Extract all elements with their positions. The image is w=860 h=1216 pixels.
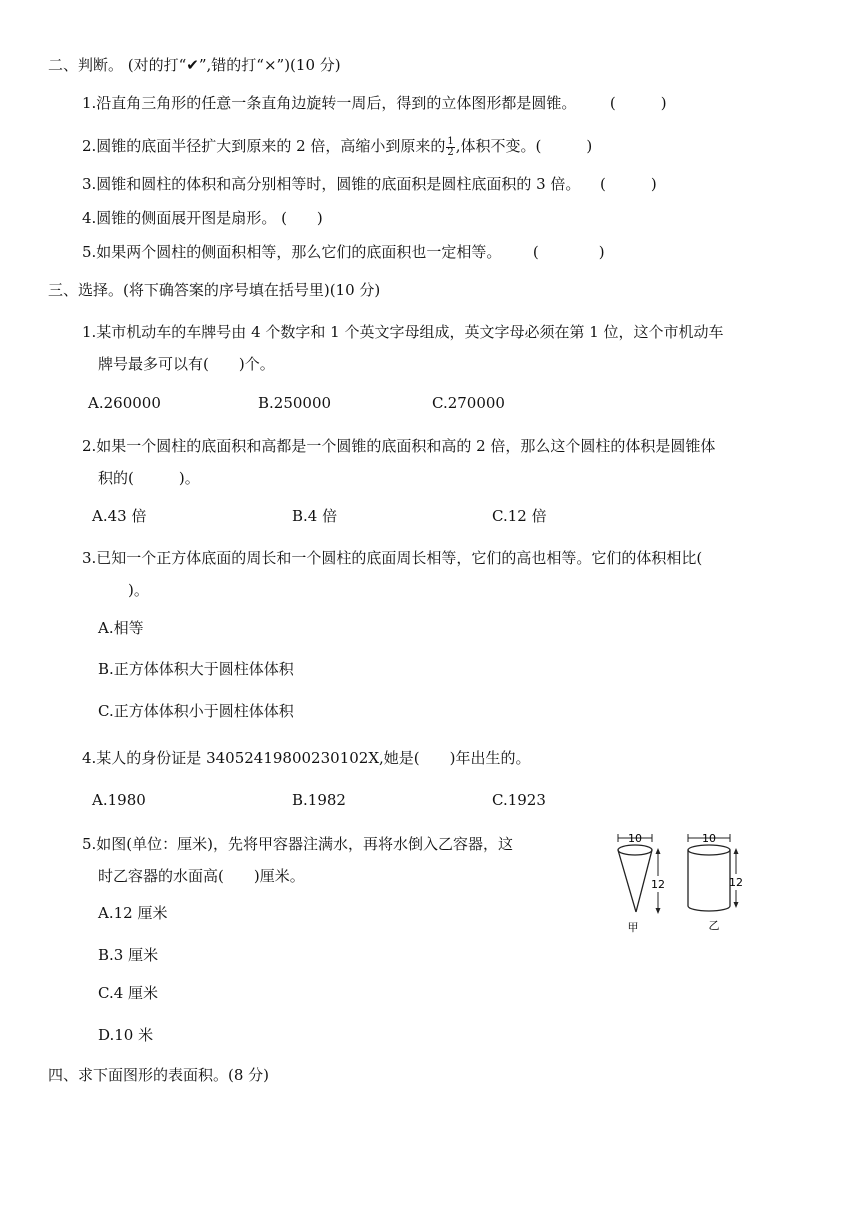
fraction-one-half [446, 137, 454, 158]
choice-q1-line1: 1.某市机动车的车牌号由 4 个数字和 1 个英文字母组成，英文字母必须在第 1 位，这个市机动车 [82, 323, 724, 341]
choice-q3-option-c[interactable]: C.正方体体积小于圆柱体体积 [98, 702, 294, 720]
choice-q1-option-c[interactable]: C.270000 [432, 394, 505, 412]
judge-item-5-text: 5.如果两个圆柱的侧面积相等，那么它们的底面积也一定相等。 [82, 243, 502, 261]
choice-q5-option-b[interactable]: B.3 厘米 [98, 946, 159, 964]
cylinder-name-label: 乙 [708, 919, 720, 932]
section4-heading: 四、求下面图形的表面积。(8 分) [48, 1066, 270, 1084]
fraction-denominator: 2 [447, 146, 454, 158]
judge-item-1-answer-paren[interactable]: ( ) [609, 94, 667, 112]
cone-height-label: 12 [651, 878, 665, 891]
choice-q2-line2[interactable]: 积的( )。 [98, 469, 200, 487]
choice-q4-option-c[interactable]: C.1923 [492, 791, 546, 809]
containers-figure [606, 830, 756, 936]
cylinder-height-label: 12 [729, 876, 743, 889]
judge-item-1-text: 1.沿直角三角形的任意一条直角边旋转一周后，得到的立体图形都是圆锥。 [82, 94, 577, 112]
judge-item-2-text-pre: 2.圆锥的底面半径扩大到原来的 2 倍，高缩小到原来的 [82, 137, 446, 155]
cylinder-diameter-label: 10 [702, 832, 716, 845]
judge-item-3-answer-paren[interactable]: ( ) [599, 175, 657, 193]
choice-q3-line1: 3.已知一个正方体底面的周长和一个圆柱的底面周长相等，它们的高也相等。它们的体积相比( [82, 549, 703, 567]
judge-item-3 [82, 174, 657, 194]
choice-q4-option-a[interactable]: A.1980 [92, 791, 146, 809]
cone-name-label: 甲 [627, 921, 639, 934]
choice-q4-line1[interactable]: 4.某人的身份证是 34052419800230102X,她是( )年出生的。 [82, 749, 531, 767]
choice-q5-line2[interactable]: 时乙容器的水面高( )厘米。 [98, 867, 305, 885]
choice-q5-option-d[interactable]: D.10 米 [98, 1026, 154, 1044]
judge-item-2-text-post[interactable]: ,体积不变。( ) [455, 137, 593, 155]
cone-jia [618, 832, 665, 934]
fraction-numerator: 1 [447, 135, 454, 147]
choice-q5-line1: 5.如图(单位：厘米)，先将甲容器注满水，再将水倒入乙容器，这 [82, 835, 514, 853]
judge-item-2 [82, 136, 592, 158]
cylinder-yi [688, 832, 743, 932]
choice-q5-option-a[interactable]: A.12 厘米 [98, 904, 168, 922]
choice-q3-option-b[interactable]: B.正方体体积大于圆柱体体积 [98, 660, 294, 678]
judge-item-1 [82, 93, 667, 113]
choice-q2-line1: 2.如果一个圆柱的底面积和高都是一个圆锥的底面积和高的 2 倍，那么这个圆柱的体积是圆锥体 [82, 437, 716, 455]
choice-q2-option-c[interactable]: C.12 倍 [492, 507, 547, 525]
section2-heading: 二、判断。 (对的打“✔”,错的打“×”)(10 分) [48, 56, 341, 74]
cone-diameter-label: 10 [628, 832, 642, 845]
judge-item-5 [82, 242, 605, 262]
section3-heading: 三、选择。(将下确答案的序号填在括号里)(10 分) [48, 281, 381, 299]
choice-q1-line2[interactable]: 牌号最多可以有( )个。 [98, 355, 275, 373]
choice-q1-option-b[interactable]: B.250000 [258, 394, 332, 412]
choice-q2-option-a[interactable]: A.43 倍 [92, 507, 147, 525]
choice-q4-option-b[interactable]: B.1982 [292, 791, 346, 809]
choice-q3-option-a[interactable]: A.相等 [98, 619, 144, 637]
choice-q2-option-b[interactable]: B.4 倍 [292, 507, 338, 525]
choice-q3-line2[interactable]: )。 [98, 581, 149, 599]
choice-q1-option-a[interactable]: A.260000 [88, 394, 161, 412]
judge-item-3-text: 3.圆锥和圆柱的体积和高分别相等时，圆锥的底面积是圆柱底面积的 3 倍。 [82, 175, 581, 193]
judge-item-5-answer-paren[interactable]: ( ) [532, 243, 605, 261]
judge-item-4[interactable]: 4.圆锥的侧面展开图是扇形。 ( ) [82, 209, 323, 227]
choice-q5-option-c[interactable]: C.4 厘米 [98, 984, 159, 1002]
